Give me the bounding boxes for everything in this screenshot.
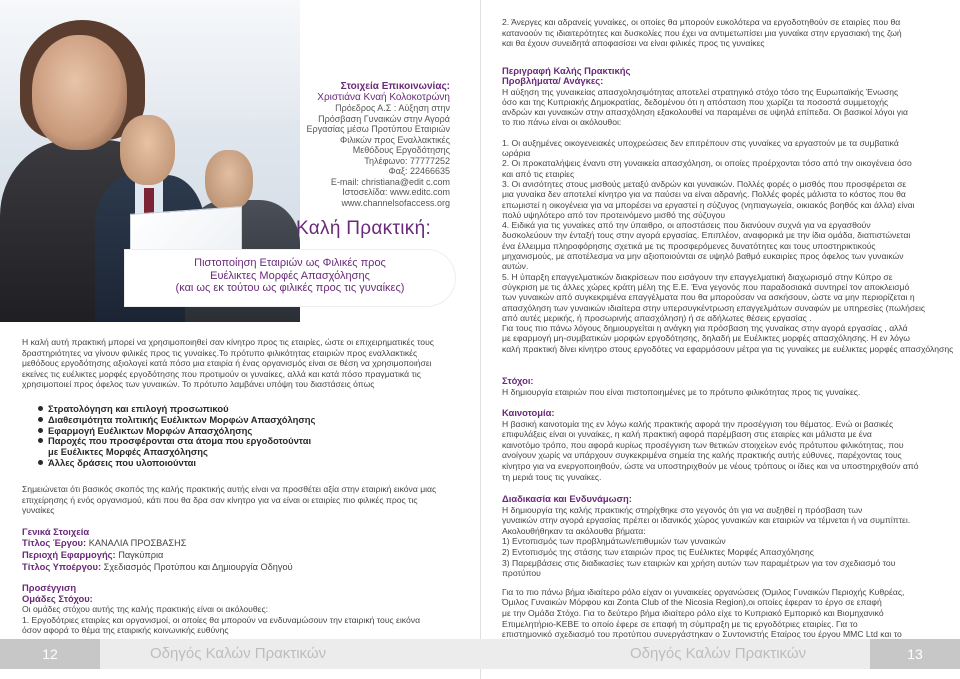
subproject-value: Σχεδιασμός Προτύπου και Δημιουργία Οδηγού [101,562,293,572]
text-line: και θα έχουν συνειδητά αποφασίσει να είναι φιλικές προς τις γυναίκες [502,38,765,49]
list-item: Εφαρμογή Ευέλικτων Μορφών Απασχόλησης [38,426,478,437]
innovation-section: Καινοτομία: Η βασική καινοτομία της εν λόγω καλής πρακτικής αφορά την προσέγγιση του θέματος. Ενώ οι βασικές επιφυλάξεις είναι οι γυναίκες, η καλή πρακτική αφορά παρέμβαση στις εταιρίες και μάλιστα με ένα καινοτόμο τρόπο, που αφορά κυρίως προσέγγιση των θετικών στοιχείων ενός πρότυπου φιλικότητας, που ανοίγουν χωρίς να υπάρχουν συγκεκριμένα σημεία της καλής πρακτικής αυτής εύθυνες, παρέχοντας τους κίνητρο για να ενεργοποιηθούν, ώστε να υποστηριχθούν με νέους τρόπους οι ίδιες και να υποστηριχθούν από τη μεριά τους τις γυναίκες. [502,408,957,482]
approach-section [22,583,477,636]
outro-paragraph [22,484,477,516]
text-line: Σημειώνεται ότι βασικός σκοπός της καλής πρακτικής αυτής είναι να προσθέτει αξία στην εταιρική εικόνα μιας [22,484,437,494]
page-number-right: 13 [870,639,960,669]
general-info [22,526,477,573]
contact-name: Χριστιάνα Κναή Κολοκοτρώνη [317,91,450,103]
page-number-left: 12 [0,639,100,669]
approach-heading: Προσέγγιση [22,582,77,593]
dimensions-list [38,404,478,469]
banner-line: Ευέλικτες Μορφές Απασχόλησης [210,269,370,282]
list-item: Άλλες δράσεις που υλοποιούνται [38,458,478,469]
contact-website-2[interactable]: www.channelsofaccess.org [341,197,450,208]
contact-title: Στοιχεία Επικοινωνίας: [340,81,450,92]
process-section: Διαδικασία και Ενδυνάμωση: Η δημιουργία της καλής πρακτικής στηρίχθηκε στο γεγονός ότι για να αυξηθεί η πρόσβαση των γυναικών στην αγορά εργασίας πρέπει οι ιδανικός χώρος γυναικών και εταιριών να τέμνεται ή να συμπίπτει. Ακολουθήθηκαν τα ακόλουθα βήματα: 1) Εντοπισμός των προβλημάτων/επιθυμιών των γυναικών 2) Εντοπισμός της στάσης των εταιριών προς τις Ευέλικτες Μορφές Απασχόλησης 3) Παρεμβάσεις στις διαδικασίες των εταιριών και χρήση αυτών των παραμέτρων για τον σχεδιασμό του προτύπου Για το πιο πάνω βήμα ιδιαίτερο ρόλο είχαν οι γυναικείες οργανώσεις (Όμιλος Γυναικών Περιοχής Κυθρέας, Όμιλος Γυναικών Μόρφου και Zonta Club of the Nicosia Region),οι οποίες έφεραν το έργο σε επαφή με την Ομάδα Στόχο. Για το δεύτερο βήμα ιδιαίτερο ρόλο είχε το Κυπριακό Εμπορικό και Βιομηχανικό Επιμελητήριο-ΚΕΒΕ το οποίο έφερε σε επαφή τη σύμπραξη με τις εργοδότριες εταιρίες. Για το επιστημονικό σχεδιασμό του προτύπου συνεργάστηκαν ο Συντονιστής Εταίρος του έργου MMC Ltd και το [502,494,957,640]
contact-line: Εργασίας μέσω Προτύπου Εταιριών [306,124,450,134]
goals-text: Η δημιουργία εταιριών που είναι πιστοποιημένες με το πρότυπο φιλικότητας προς τις γυναίκες. [502,386,861,397]
description-heading: Περιγραφή Καλής Πρακτικής [502,65,631,76]
footer-title-left: Οδηγός Καλών Πρακτικών [150,645,327,662]
intro-paragraph [22,337,477,390]
list-item: Διαθεσιμότητα πολιτικής Ευέλικτων Μορφών Απασχόλησης [38,415,478,426]
best-practice-heading: Καλή Πρακτική: [296,218,432,239]
text-line: 2. Άνεργες και αδρανείς γυναίκες, οι οποίες θα μπορούν ευκολότερα να εργοδοτηθούν σε εταιρίες που θα [502,17,901,27]
text-line: γυναίκες [22,505,55,516]
innovation-heading: Καινοτομία: [502,407,555,418]
area-value: Παγκύπρια [115,550,164,560]
text-line: Η καλή αυτή πρακτική μπορεί να χρησιμοποιηθεί σαν κίνητρο προς τις εταιρίες, ώστε οι επιχειρηματικές τους [22,337,434,347]
footer-title-right: Οδηγός Καλών Πρακτικών [630,645,807,662]
text-line: χρησιμοποιεί προς όφελος των γυναικών. Το πρότυπο λαμβάνει υπόψη του διαστάσεις όπως [22,379,375,390]
text-line: κατανοούν τις ιδιαιτερότητες και δυσκολίες που έχει να αντιμετωπίσει μια γυναίκα στην εργασιακή της ζωή [502,27,902,38]
target-groups-continued [502,17,952,49]
text-line: επιχείρησης ή ενός οργανισμού, κάτι που θα δρα σαν κίνητρο για να είναι οι εταιρίες πιο φιλικές προς τις [22,494,418,505]
process-heading: Διαδικασία και Ενδυνάμωση: [502,493,632,504]
list-item: Στρατολόγηση και επιλογή προσωπικού [38,404,478,415]
general-heading: Γενικά Στοιχεία [22,526,90,537]
contact-info [260,82,450,208]
problems-heading: Προβλήματα/ Ανάγκες: [502,75,604,87]
contact-email[interactable]: E-mail: christiana@edit c.com [330,176,450,187]
project-title-value: ΚΑΝΑΛΙΑ ΠΡΟΣΒΑΣΗΣ [86,538,187,548]
banner-title [125,257,455,295]
text-line: Οι ομάδες στόχου αυτής της καλής πρακτικής είναι οι ακόλουθες: [22,604,268,615]
contact-fax: Φαξ: 22466635 [388,166,450,176]
text-line: μεθόδους εργοδότησης αξιολογεί κατά πόσο μια εταιρία ή ένας οργανισμός είναι σε θέση να χρησιμοποιήσει [22,358,432,369]
contact-line: Πρόεδρος Α.Σ : Αύξηση στην [335,103,450,113]
banner-line: (και ως εκ τούτου ως φιλικές προς τις γυναίκες) [175,282,405,294]
project-title-label: Τίτλος Έργου: [22,537,87,548]
target-groups-heading: Ομάδες Στόχου: [22,592,93,604]
contact-phone: Τηλέφωνο: 77777252 [364,155,450,166]
subproject-label: Τίτλος Υποέργου: [22,561,102,572]
area-label: Περιοχή Εφαρμογής: [22,549,116,560]
banner-line: Πιστοποίηση Εταιριών ως Φιλικές προς [194,257,386,269]
text-line: δραστηριότητες να γίνουν φιλικές προς τις γυναίκες.Το πρότυπο φιλικότητας εταιριών προς εναλλακτικές [22,347,418,358]
contact-line: Μεθόδους Εργοδότησης [352,145,450,155]
text-line: 1. Εργοδότριες εταιρίες και οργανισμοί, οι οποίες θα μπορούν να ενδυναμώσουν την εταιρική τους εικόνα [22,614,421,625]
list-item: με Ευέλικτες Μορφές Απασχόλησης [48,446,208,458]
text-line: εκείνες τις ευέλικτες μορφές εργοδότησης που προτιμούν οι γυναίκες, αλλά και κατά πόσο πραγματικά τις [22,368,421,379]
right-page [480,0,960,679]
contact-line: Φιλικών προς Εναλλακτικές [340,134,450,145]
goals-heading: Στόχοι: [502,375,534,386]
goals-section [502,376,957,397]
contact-website[interactable]: Ιστοσελίδα: www.editc.com [342,187,450,197]
description-section: Περιγραφή Καλής Πρακτικής Προβλήματα/ Ανάγκες: Η αύξηση της γυναικείας απασχολησιμότητας αποτελεί στρατηγικό στόχο τόσο της Ευρωπαϊκής Ένωσης όσο και της Κυπριακής Δημοκρατίας, δεδομένου ότι η απόσταση που χωρίζει τα ποσοστά συμμετοχής ανδρών και γυναικών στην απασχόληση εξακολουθεί να παραμένει σε υψηλά επίπεδα. Οι βασικοί λόγοι για το πιο πάνω είναι οι ακόλουθοι: 1. Οι αυξημένες οικογενειακές υποχρεώσεις δεν επιτρέπουν στις γυναίκες να εργαστούν με τα συμβατικά ωράρια 2. Οι προκαταλήψεις έναντι στη γυναικεία απασχόληση, οι οποίες προέρχονται τόσο από την οικογένεια όσο και από τις εταιρίες 3. Οι ανισότητες στους μισθούς μεταξύ ανδρών και γυναικών. Πολλές φορές ο μισθός που προσφέρεται σε μια γυναίκα δεν αποτελεί κίνητρο για να παύσει να είναι αδρανής. Πολλές φορές μάλιστα το κόστος που θα επωμιστεί η οικογένεια για να μπορέσει να εργαστεί η σύζυγος (νηπιαγωγεία, οικιακός βοηθός και άλλα) είναι πολύ υψηλότερο από τον προτεινόμενο μισθό της σύζυγου 4. Ειδικά για τις γυναίκες από την ύπαιθρο, οι αποστάσεις που διανύουν συχνά για να εργασθούν δυσκολεύουν την ένταξή τους στην αγορά εργασίας. Επιπλέον, αναφορικά με την ίδια ομάδα, διαπιστώνεται ένα έλλειμμα πληροφόρησης σχετικά με τις προσφερόμενες δυνατότητες και τους υποστηρικτικούς μηχανισμούς, με αποτέλεσμα να μην αξιοποιούνται σε υψηλό βαθμό ευκαιρίες προς όφελος των γυναικών αυτών. 5. Η ύπαρξη επαγγελματικών διακρίσεων που εισάγουν την επαγγελματική διαχωρισμό στην Κύπρο σε σύγκριση με τις άλλες χώρες κράτη μέλη της Ε.Ε. Ένα γεγονός που παραδοσιακά συντηρεί τον αποκλεισμό των γυναικών από συγκεκριμένα επαγγέλματα που θα μπορούσαν να ασκήσουν, ώστε να μην περιορίζεται η απασχόληση των γυναικών ιδιαίτερα στην υπερσυγκέντρωση επαγγελμάτων συναφών με υπηρεσίες (πωλήσεις από αυτές μερικής, ή προσωρινής απασχόληση) ή σε αδήλωτες θέσεις εργασίας . Για τους πιο πάνω λόγους δημιουργείται η ανάγκη για πρόσβαση της γυναίκας στην αγορά εργασίας , αλλά με εφαρμογή μη-συμβατικών μορφών εργοδότησης, δηλαδή με Ευέλικτες μορφές απασχόλησης. Η εν λόγω καλή πρακτική δίνει κίνητρο στους εργοδότες να εφαρμόσουν μέτρα για τις γυναίκες με ευέλικτες μορφές απασχόλησης [502,66,957,354]
text-line: όσον αφορά το θέμα της εταιρικής κοινωνικής ευθύνης [22,625,229,636]
list-item: Παροχές που προσφέρονται στα άτομα που εργοδοτούνται [38,436,478,447]
contact-line: Πρόσβαση Γυναικών στην Αγορά [318,113,450,124]
